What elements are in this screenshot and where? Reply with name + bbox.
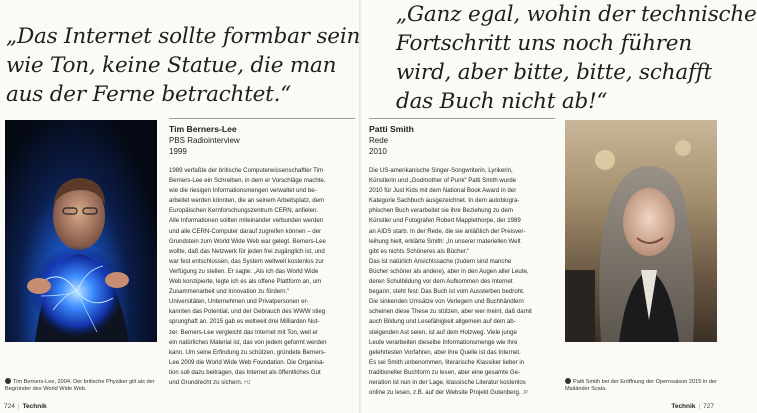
body-line: an AIDS starb. In der Rede, die sie anläßlich der Preisver- xyxy=(369,227,526,235)
bio-source: Rede xyxy=(369,136,389,145)
caption-left xyxy=(5,378,155,393)
body-line: leihung hielt, erklärte Smith: „In unserer materiellen Welt xyxy=(369,237,521,245)
bio-name: Tim Berners-Lee xyxy=(169,124,237,134)
body-line-text: und Grundrecht zu sichern. xyxy=(169,378,243,386)
body-line: Web konzipierte, legte ich es als offene Plattform an, um xyxy=(169,278,322,286)
quote-patti-smith xyxy=(396,0,757,116)
body-line: kannten das Potential, und der Gebrauch des WWW stieg xyxy=(169,308,326,316)
body-text-right xyxy=(369,166,557,398)
body-line: begann, steht fest: Das Buch ist vom Aussterben bedroht. xyxy=(369,288,525,296)
caption-right xyxy=(565,378,717,393)
quote-line: Fortschritt uns noch führen xyxy=(396,31,692,56)
author-initials: JP xyxy=(522,390,529,397)
section-name: Technik xyxy=(22,403,47,410)
body-line xyxy=(369,388,557,398)
body-line: gelehrtesten Vorfahren, aber ihre Quelle ist das Internet. xyxy=(369,348,521,356)
body-text-left xyxy=(169,166,357,388)
page-number: 724 xyxy=(4,403,15,410)
body-line: Grundstein zum World Wide Web war gelegt. Berners-Lee xyxy=(169,237,326,245)
camera-icon xyxy=(5,378,11,384)
body-line xyxy=(169,378,357,388)
quote-line: wird, aber bitte, bitte, schafft xyxy=(396,60,712,85)
body-line: war fest entschlossen, das System weltweit kostenlos zur xyxy=(169,257,324,265)
bio-source: PBS Radiointerview xyxy=(169,136,240,145)
bio-year: 2010 xyxy=(369,147,387,156)
body-line: Die sinkenden Umsätze von Verlegern und Buchhändlern xyxy=(369,298,524,306)
body-line: phischen Buch verarbeitet sie ihre Beziehung zu dem xyxy=(369,207,513,215)
body-line-text: online zu lesen, z.B. auf der Website Projekt Gutenberg. xyxy=(369,389,521,397)
photo-illustration xyxy=(565,120,717,342)
body-line: Europäischen Kernforschungszentrum CERN, anfielen. xyxy=(169,207,319,215)
photo-patti-smith xyxy=(565,120,717,342)
body-line: zer. Berners-Lee vergleicht das Internet mit Ton, weil er xyxy=(169,328,318,336)
body-line: Das ist natürlich Ansichtssache (zudem sind manche xyxy=(369,257,512,265)
body-line: auch Bildung und Lesefähigkeit allgemein auf dem ab- xyxy=(369,318,516,326)
body-line: deren Schulbildung vor dem Aufkommen des Internet xyxy=(369,278,513,286)
page-number: 727 xyxy=(703,403,714,410)
body-line: Die US-amerikanische Singer-Songwriterin, Lyrikerin, xyxy=(369,167,513,174)
body-line: 2010 für Just Kids mit dem National Book Award in der xyxy=(369,187,517,195)
caption-text: Patti Smith bei der Eröffnung der Opernsaison 2015 in der Mailänder Scala. xyxy=(565,379,717,392)
body-line: neration ist nun in der Lage, klassische Literatur kostenlos xyxy=(369,378,526,386)
body-line: Verfügung zu stellen. Er sagte: „Als ich das World Wide xyxy=(169,267,319,275)
body-line: sprunghaft an. 2015 gab es weltweit drei Milliarden Nut- xyxy=(169,318,320,326)
body-line: Künstler und Fotografen Robert Mapplethorpe, der 1989 xyxy=(369,217,521,225)
body-line: und alle CERN-Computer darauf zugreifen können – der xyxy=(169,227,322,235)
body-line: Es sei Smith unbenommen, literarische Klassiker lieber in xyxy=(369,358,525,366)
body-line: ein natürliches Material ist, das von jedem geformt werden xyxy=(169,338,327,346)
photo-illustration xyxy=(5,120,157,342)
body-line: traditioneller Buchform zu lesen, aber eine gesamte Ge- xyxy=(369,368,521,376)
quote-line: aus der Ferne betrachtet.“ xyxy=(6,82,292,107)
body-line: Kategorie Sachbuch ausgezeichnet. In dem autobiogra- xyxy=(369,197,520,205)
quote-line: wie Ton, keine Statue, die man xyxy=(6,53,337,78)
footer-left: 724 | Technik xyxy=(4,403,47,410)
body-line: wie die riesigen Informationsmengen verwaltet und be- xyxy=(169,187,317,195)
body-line: Alle Informationen sollten miteinander verbunden werden xyxy=(169,217,324,225)
bio-name: Patti Smith xyxy=(369,124,414,134)
body-line: steigenden Ast seien, ist auf dem Holzweg. Viele junge xyxy=(369,328,517,336)
body-line: arbeitet werden könnten, die an seinem Arbeitsplatz, dem xyxy=(169,197,325,205)
bio-header-left xyxy=(169,118,355,157)
body-line: tion soll dazu beitragen, das Internet als öffentliches Gut xyxy=(169,368,321,376)
body-line: Leute verarbeiten dieselbe Informationsmenge wie ihre xyxy=(369,338,518,346)
body-line: Bücher schöner als andere), aber in den Augen aller Leute, xyxy=(369,267,529,275)
author-initials: HJ xyxy=(244,379,251,386)
bio-year: 1999 xyxy=(169,147,187,156)
body-line: Künstlerin und „Godmother of Punk“ Patti Smith wurde xyxy=(369,177,516,185)
body-line: Lee 2009 die World Wide Web Foundation. Die Organisa- xyxy=(169,358,325,366)
bio-header-right xyxy=(369,118,555,157)
body-line: Berners-Lee ein Schreiben, in dem er Vorschläge machte, xyxy=(169,177,326,185)
camera-icon xyxy=(565,378,571,384)
quote-line: „Ganz egal, wohin der technische xyxy=(396,2,757,27)
body-line: Universitäten, Unternehmen und Privatpersonen er- xyxy=(169,298,309,306)
footer-right: Technik | 727 xyxy=(671,403,714,410)
rule xyxy=(369,118,555,119)
quote-berners-lee xyxy=(6,22,360,109)
quote-line: das Buch nicht ab!“ xyxy=(396,89,608,114)
body-line: kann. Um seine Erfindung zu schützen, gründete Berners- xyxy=(169,348,326,356)
section-name: Technik xyxy=(671,403,696,410)
caption-text: Tim Berners-Lee, 2004. Der britische Physiker gilt als der Begründer des World Wide Web. xyxy=(5,379,155,392)
body-line: Zusammenarbeit und Innovation zu fördern.“ xyxy=(169,288,290,296)
body-line: wollte, daß das Netzwerk für jeden frei zugänglich ist, und xyxy=(169,247,325,255)
body-line: scheinen diese These zu stützen, aber wer meint, daß damit xyxy=(369,308,532,316)
body-line: gibt es nichts Schöneres als Bücher.“ xyxy=(369,247,470,255)
photo-tim-berners-lee xyxy=(5,120,157,342)
quote-line: „Das Internet sollte formbar sein xyxy=(6,24,361,49)
body-line: 1989 verfaßte der britische Computerwissenschaftler Tim xyxy=(169,167,324,174)
rule xyxy=(169,118,355,119)
